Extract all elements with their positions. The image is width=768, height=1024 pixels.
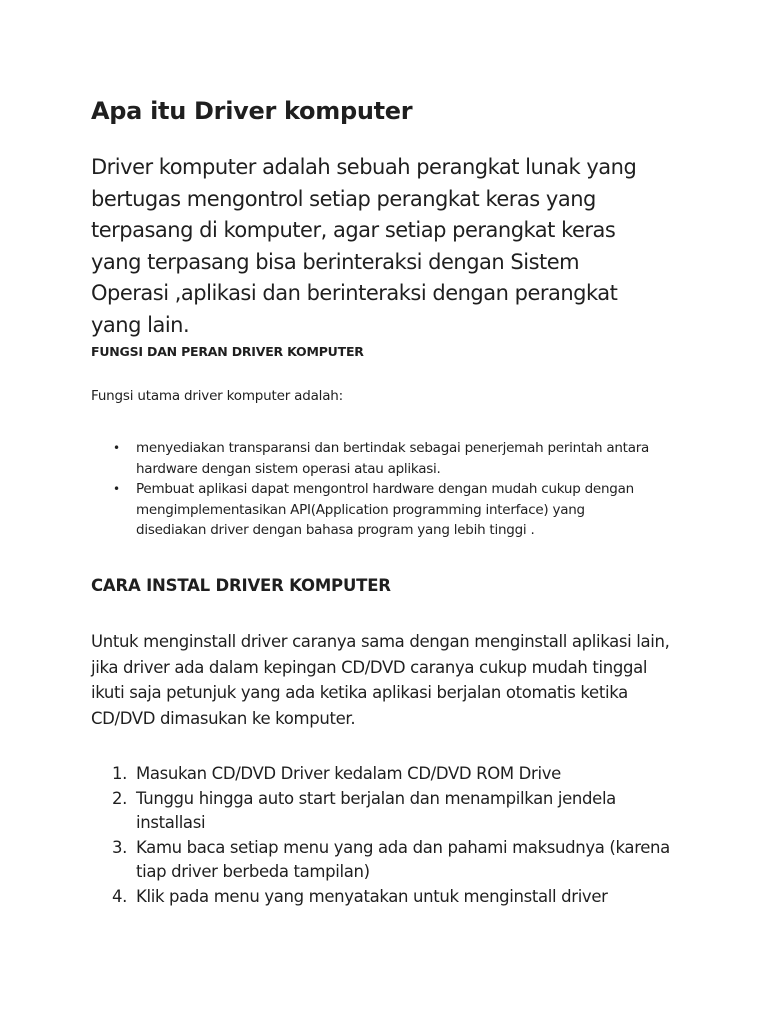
fungsi-lead-text: Fungsi utama driver komputer adalah:: [91, 388, 343, 404]
section-heading-fungsi: FUNGSI DAN PERAN DRIVER KOMPUTER: [91, 344, 364, 359]
list-item: [91, 762, 681, 787]
page-title: Apa itu Driver komputer: [91, 97, 413, 125]
step-number: 1.: [112, 764, 128, 783]
step-text: Klik pada menu yang menyatakan untuk menginstall driver: [136, 886, 608, 906]
fungsi-bullet-list: [91, 438, 651, 541]
list-item: [91, 885, 681, 910]
list-item: [91, 479, 651, 541]
install-steps-list: [91, 762, 681, 909]
bullet-text: menyediakan transparansi dan bertindak sebagai penerjemah perintah antara hardware dengan sistem operasi atau aplikasi.: [136, 440, 650, 477]
cara-paragraph: Untuk menginstall driver caranya sama dengan menginstall aplikasi lain, jika driver ada dalam kepingan CD/DVD caranya cukup mudah tinggal ikuti saja petunjuk yang ada ketika aplikasi berjalan otomatis ketika CD/DVD dimasukan ke komputer.: [91, 632, 670, 728]
step-number: 3.: [112, 837, 128, 857]
intro-paragraph: Driver komputer adalah sebuah perangkat lunak yang bertugas mengontrol setiap perangkat keras yang terpasang di komputer, agar setiap perangkat keras yang terpasang bisa berinteraksi dengan Sistem Operasi ,aplikasi dan berinteraksi dengan perangkat yang lain.: [91, 155, 637, 337]
section-heading-cara: CARA INSTAL DRIVER KOMPUTER: [91, 576, 391, 595]
list-item: [91, 438, 651, 479]
step-text: Tunggu hingga auto start berjalan dan menampilkan jendela installasi: [136, 788, 616, 832]
list-item: [91, 836, 681, 885]
step-number: 2.: [112, 788, 128, 808]
step-number: 4.: [112, 886, 128, 906]
bullet-text: Pembuat aplikasi dapat mengontrol hardware dengan mudah cukup dengan mengimplementasikan API(Application programming interface) yang disediakan driver dengan bahasa program yang lebih tinggi .: [136, 481, 634, 538]
step-text: Kamu baca setiap menu yang ada dan pahami maksudnya (karena tiap driver berbeda tampilan): [136, 837, 670, 881]
bullet-icon: •: [113, 441, 120, 455]
list-item: [91, 787, 681, 836]
step-text: Masukan CD/DVD Driver kedalam CD/DVD ROM Drive: [136, 764, 561, 783]
bullet-icon: •: [113, 482, 120, 496]
